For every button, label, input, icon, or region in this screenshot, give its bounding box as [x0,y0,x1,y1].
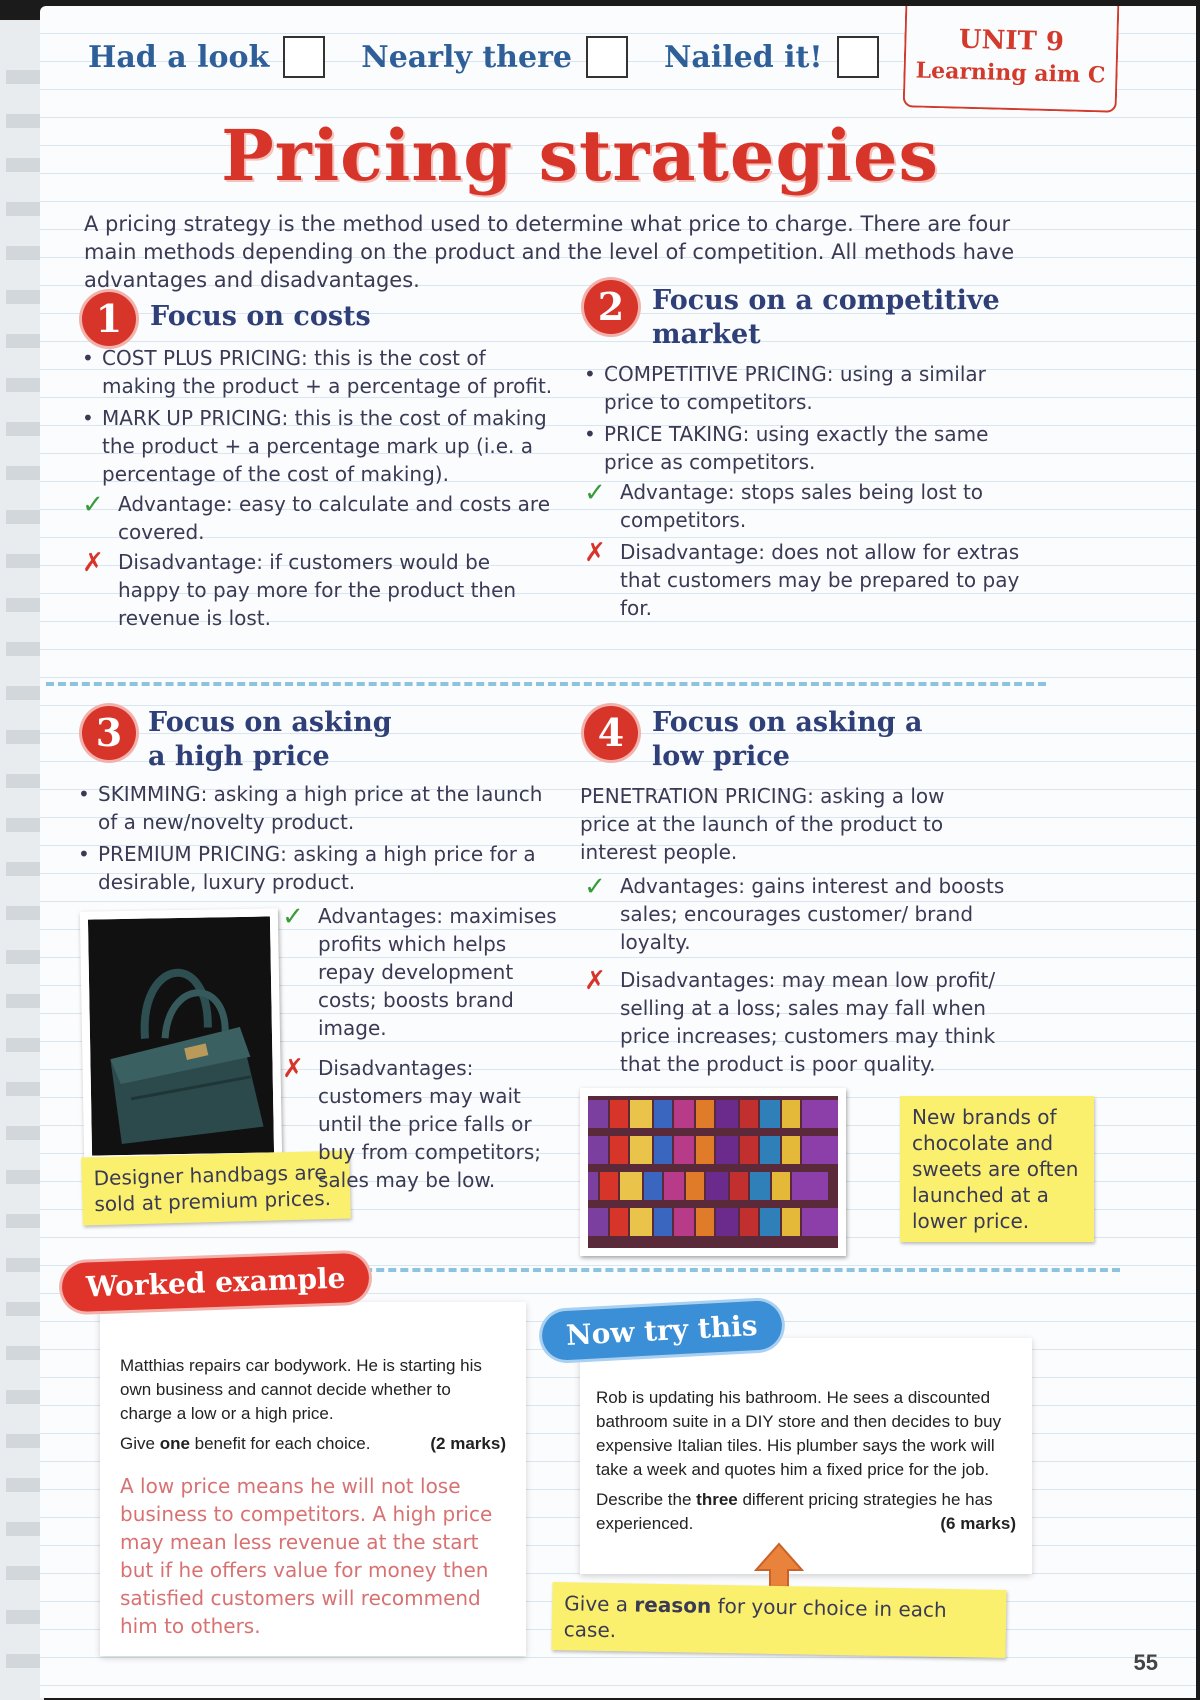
now-try-banner: Now try this [541,1300,783,1361]
list-item: • COMPETITIVE PRICING: using a similar price to competitors. [584,360,1024,416]
intro-paragraph: A pricing strategy is the method used to determine what price to charge. There are four main methods depending on the product and the level of competition. All methods have advantages and disadvantages. [84,212,1015,292]
section-divider [340,1268,1120,1272]
now-try-task: Describe the three different pricing strategies he has experienced. (6 marks) [596,1488,1016,1536]
handbag-photo [80,908,282,1163]
nearly-there-checkbox[interactable] [586,36,628,78]
now-try-card [580,1338,1032,1574]
worked-example-answer: A low price means he will not lose business to competitors. A high price may mean less revenue at the start but if he offers value for money then satisfied customers will recommend him to others. [120,1474,493,1638]
handbag-image [88,916,274,1155]
tick-icon: ✓ [584,478,606,508]
page-number: 55 [1133,1650,1158,1675]
hint-note: Give a reason for your choice in each case. [551,1582,1006,1658]
section-4-text: PENETRATION PRICING: asking a low price at the launch of the product to interest people. [580,784,945,864]
list-item: • MARK UP PRICING: this is the cost of making the product + a percentage mark up (i.e. a percentage of the cost of making). [82,404,562,488]
book-binding [6,40,40,1680]
section-1-disadvantage [78,548,558,632]
had-a-look-checkbox[interactable] [283,36,325,78]
nailed-it-checkbox[interactable] [837,36,879,78]
advantage-text: Advantage: stops sales being lost to competitors. [620,480,984,532]
learning-aim: Learning aim C [915,57,1106,89]
section-number-4: 4 [584,706,638,760]
section-heading-low-price: Focus on asking a low price [652,707,923,772]
section-heading-costs: Focus on costs [150,301,371,332]
section-2-advantage [580,478,1060,534]
tick-icon: ✓ [282,902,304,932]
list-item: • SKIMMING: asking a high price at the launch of a new/novelty product. [78,780,548,836]
advantage-text: Advantages: maximises profits which helps repay development costs; boosts brand image. [318,904,557,1040]
section-number-1: 1 [82,292,136,346]
tracker-label-nailed-it: Nailed it! [663,39,823,75]
list-item: • PREMIUM PRICING: asking a high price for a desirable, luxury product. [78,840,548,896]
tracker-label-nearly-there: Nearly there [361,39,572,75]
section-4-advantage [580,872,1040,956]
section-3-bullets [78,780,548,900]
worked-example-task: Give one benefit for each choice. (2 marks) [120,1432,506,1456]
section-1-bullets [82,344,562,492]
section-number-2: 2 [584,280,638,334]
sweets-photo [580,1088,846,1256]
disadvantage-text: Disadvantages: may mean low profit/ selling at a loss; sales may fall when price increases; customers may think that the product is poor quality. [620,968,996,1076]
unit-number: UNIT 9 [958,24,1065,58]
section-divider [46,682,1046,686]
now-try-question: Rob is updating his bathroom. He sees a discounted bathroom suite in a DIY store and then decides to buy expensive Italian tiles. His plumber says the work will take a week and quotes him a fixed price for the job. [596,1388,1002,1479]
cross-icon: ✗ [584,538,606,568]
cross-icon: ✗ [584,966,606,996]
progress-tracker [88,36,879,78]
tracker-label-had-a-look: Had a look [88,39,270,75]
section-2-disadvantage [580,538,1020,622]
section-2-bullets [584,360,1024,480]
cross-icon: ✗ [82,548,104,578]
advantage-text: Advantages: gains interest and boosts sales; encourages customer/ brand loyalty. [620,874,1005,954]
section-heading-high-price: Focus on asking a high price [148,707,392,772]
section-3-advantage [278,902,568,1042]
marks-label: (6 marks) [940,1514,1016,1533]
textbook-page [40,6,1196,1698]
cross-icon: ✗ [282,1054,304,1084]
section-heading-competitive-market: Focus on a competitive market [652,285,1000,350]
advantage-text: Advantage: easy to calculate and costs are covered. [118,492,550,544]
section-1-advantage [78,490,558,546]
page-title: Pricing strategies [221,114,939,197]
list-item: • COST PLUS PRICING: this is the cost of making the product + a percentage of profit. [82,344,562,400]
caption-note: New brands of chocolate and sweets are often launched at a lower price. [900,1096,1094,1242]
sweets-shelf-image [588,1096,838,1248]
worked-example-question: Matthias repairs car bodywork. He is starting his own business and cannot decide whether to charge a low or a high price. [120,1356,482,1423]
unit-tag [903,6,1120,113]
tick-icon: ✓ [584,872,606,902]
disadvantage-text: Disadvantage: if customers would be happy to pay more for the product then revenue is lost. [118,550,517,630]
caption-note: Designer handbags are sold at premium prices. [81,1151,351,1226]
worked-example-card [100,1302,526,1656]
list-item: • PRICE TAKING: using exactly the same price as competitors. [584,420,1024,476]
tick-icon: ✓ [82,490,104,520]
marks-label: (2 marks) [430,1434,506,1453]
disadvantage-text: Disadvantages: customers may wait until the price falls or buy from competitors; sales may be low. [318,1056,542,1192]
section-4-disadvantage [580,966,1040,1078]
section-number-3: 3 [82,706,136,760]
worked-example-banner: Worked example [61,1253,370,1313]
disadvantage-text: Disadvantage: does not allow for extras that customers may be prepared to pay for. [620,540,1020,620]
section-3-disadvantage [278,1054,568,1194]
